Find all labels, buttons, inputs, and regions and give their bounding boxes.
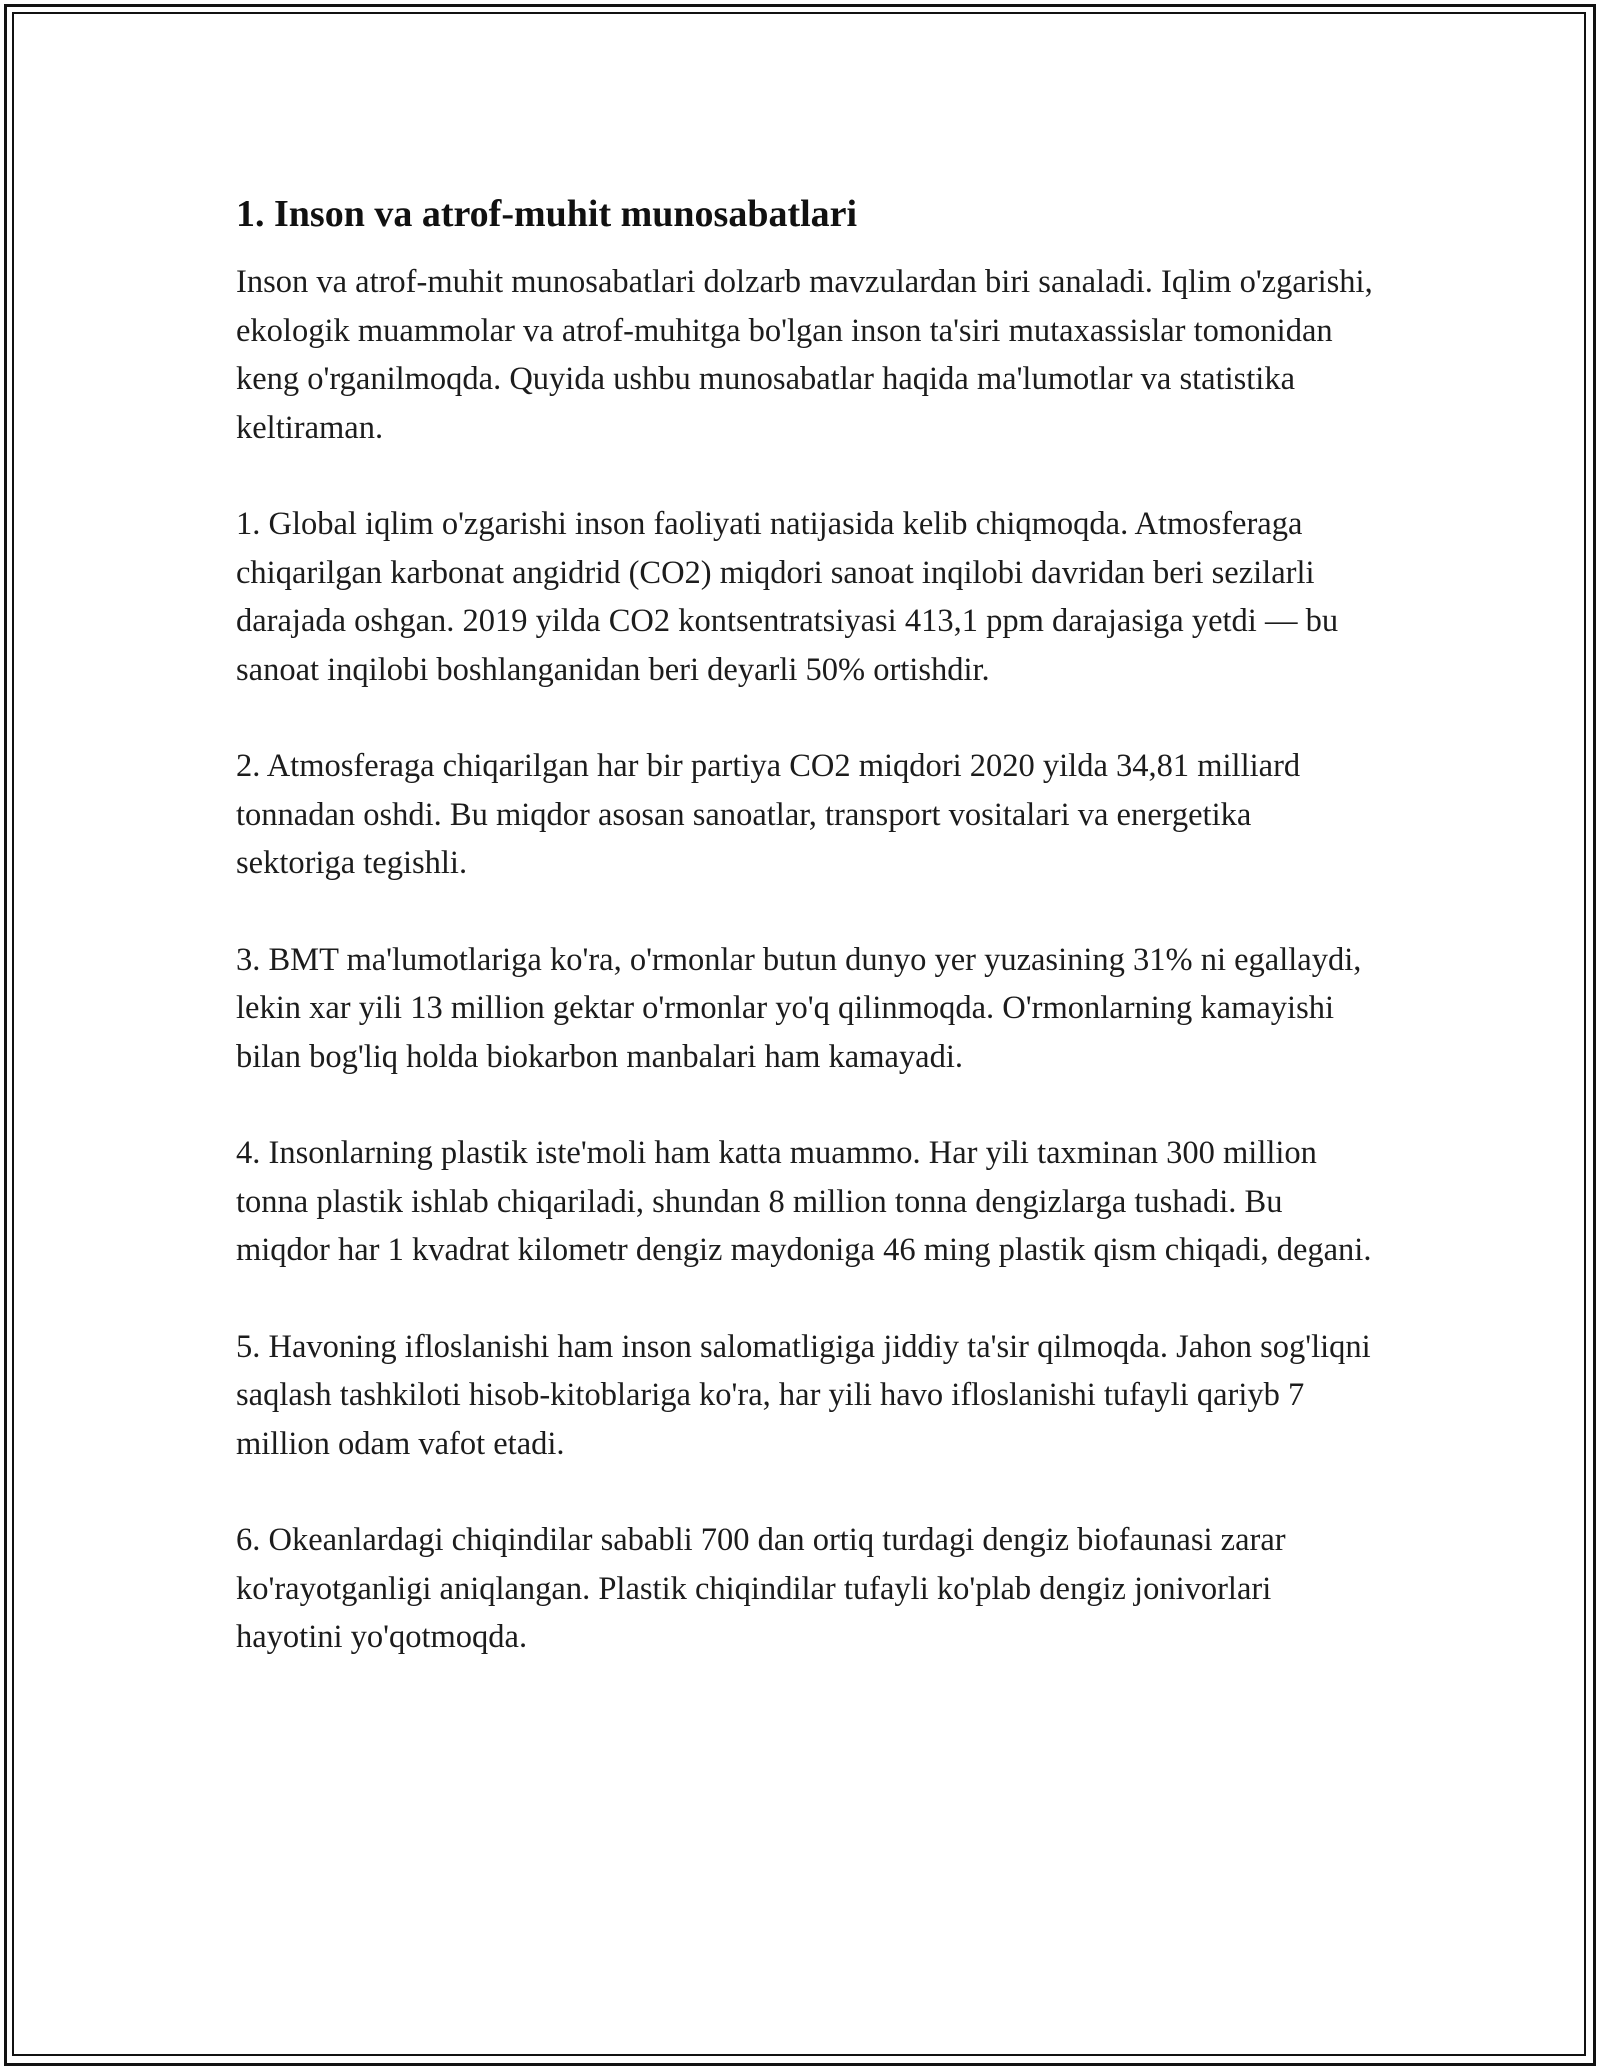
list-item-4: 4. Insonlarning plastik iste'moli ham katta muammo. Har yili taxminan 300 million tonna plastik ishlab chiqariladi, shundan 8 million tonna dengizlarga tushadi. Bu miqdor har 1 kvadrat kilometr dengiz maydoniga 46 ming plastik qism chiqadi, degani. <box>236 1135 1372 1268</box>
intro-paragraph: Inson va atrof-muhit munosabatlari dolzarb mavzulardan biri sanaladi. Iqlim o'zgarishi, ekologik muammolar va atrof-muhitga bo'lgan inson ta'siri mutaxassislar tomonidan keng o'rganilmoqda. Quyida ushbu munosabatlar haqida ma'lumotlar va statistika keltiraman. <box>236 264 1373 446</box>
section-heading: 1. Inson va atrof-muhit munosabatlari <box>236 193 858 235</box>
list-item-5: 5. Havoning ifloslanishi ham inson salomatligiga jiddiy ta'sir qilmoqda. Jahon sog'liqni saqlash tashkiloti hisob-kitoblariga ko'ra, har yili havo ifloslanishi tufayli qariyb 7 million odam vafot etadi. <box>236 1328 1371 1462</box>
list-item-2: 2. Atmosferaga chiqarilgan har bir partiya CO2 miqdori 2020 yilda 34,81 milliard tonnadan oshdi. Bu miqdor asosan sanoatlar, transport vositalari va energetika sektoriga tegishli. <box>236 748 1301 881</box>
list-item-3: 3. BMT ma'lumotlariga ko'ra, o'rmonlar butun dunyo yer yuzasining 31% ni egallaydi, lekin xar yili 13 million gektar o'rmonlar yo'q qilinmoqda. O'rmonlarning kamayishi bilan bog'liq holda biokarbon manbalari ham kamayadi. <box>236 941 1362 1075</box>
document-body <box>236 190 1376 1710</box>
list-item-1: 1. Global iqlim o'zgarishi inson faoliyati natijasida kelib chiqmoqda. Atmosferaga chiqarilgan karbonat angidrid (CO2) miqdori sanoat inqilobi davridan beri sezilarli darajada oshgan. 2019 yilda CO2 kontsentratsiyasi 413,1 ppm darajasiga yetdi — bu sanoat inqilobi boshlanganidan beri deyarli 50% ortishdir. <box>236 506 1339 688</box>
list-item-6: 6. Okeanlardagi chiqindilar sababli 700 dan ortiq turdagi dengiz biofaunasi zarar ko'rayotganligi aniqlangan. Plastik chiqindilar tufayli ko'plab dengiz jonivorlari hayotini yo'qotmoqda. <box>236 1522 1286 1655</box>
